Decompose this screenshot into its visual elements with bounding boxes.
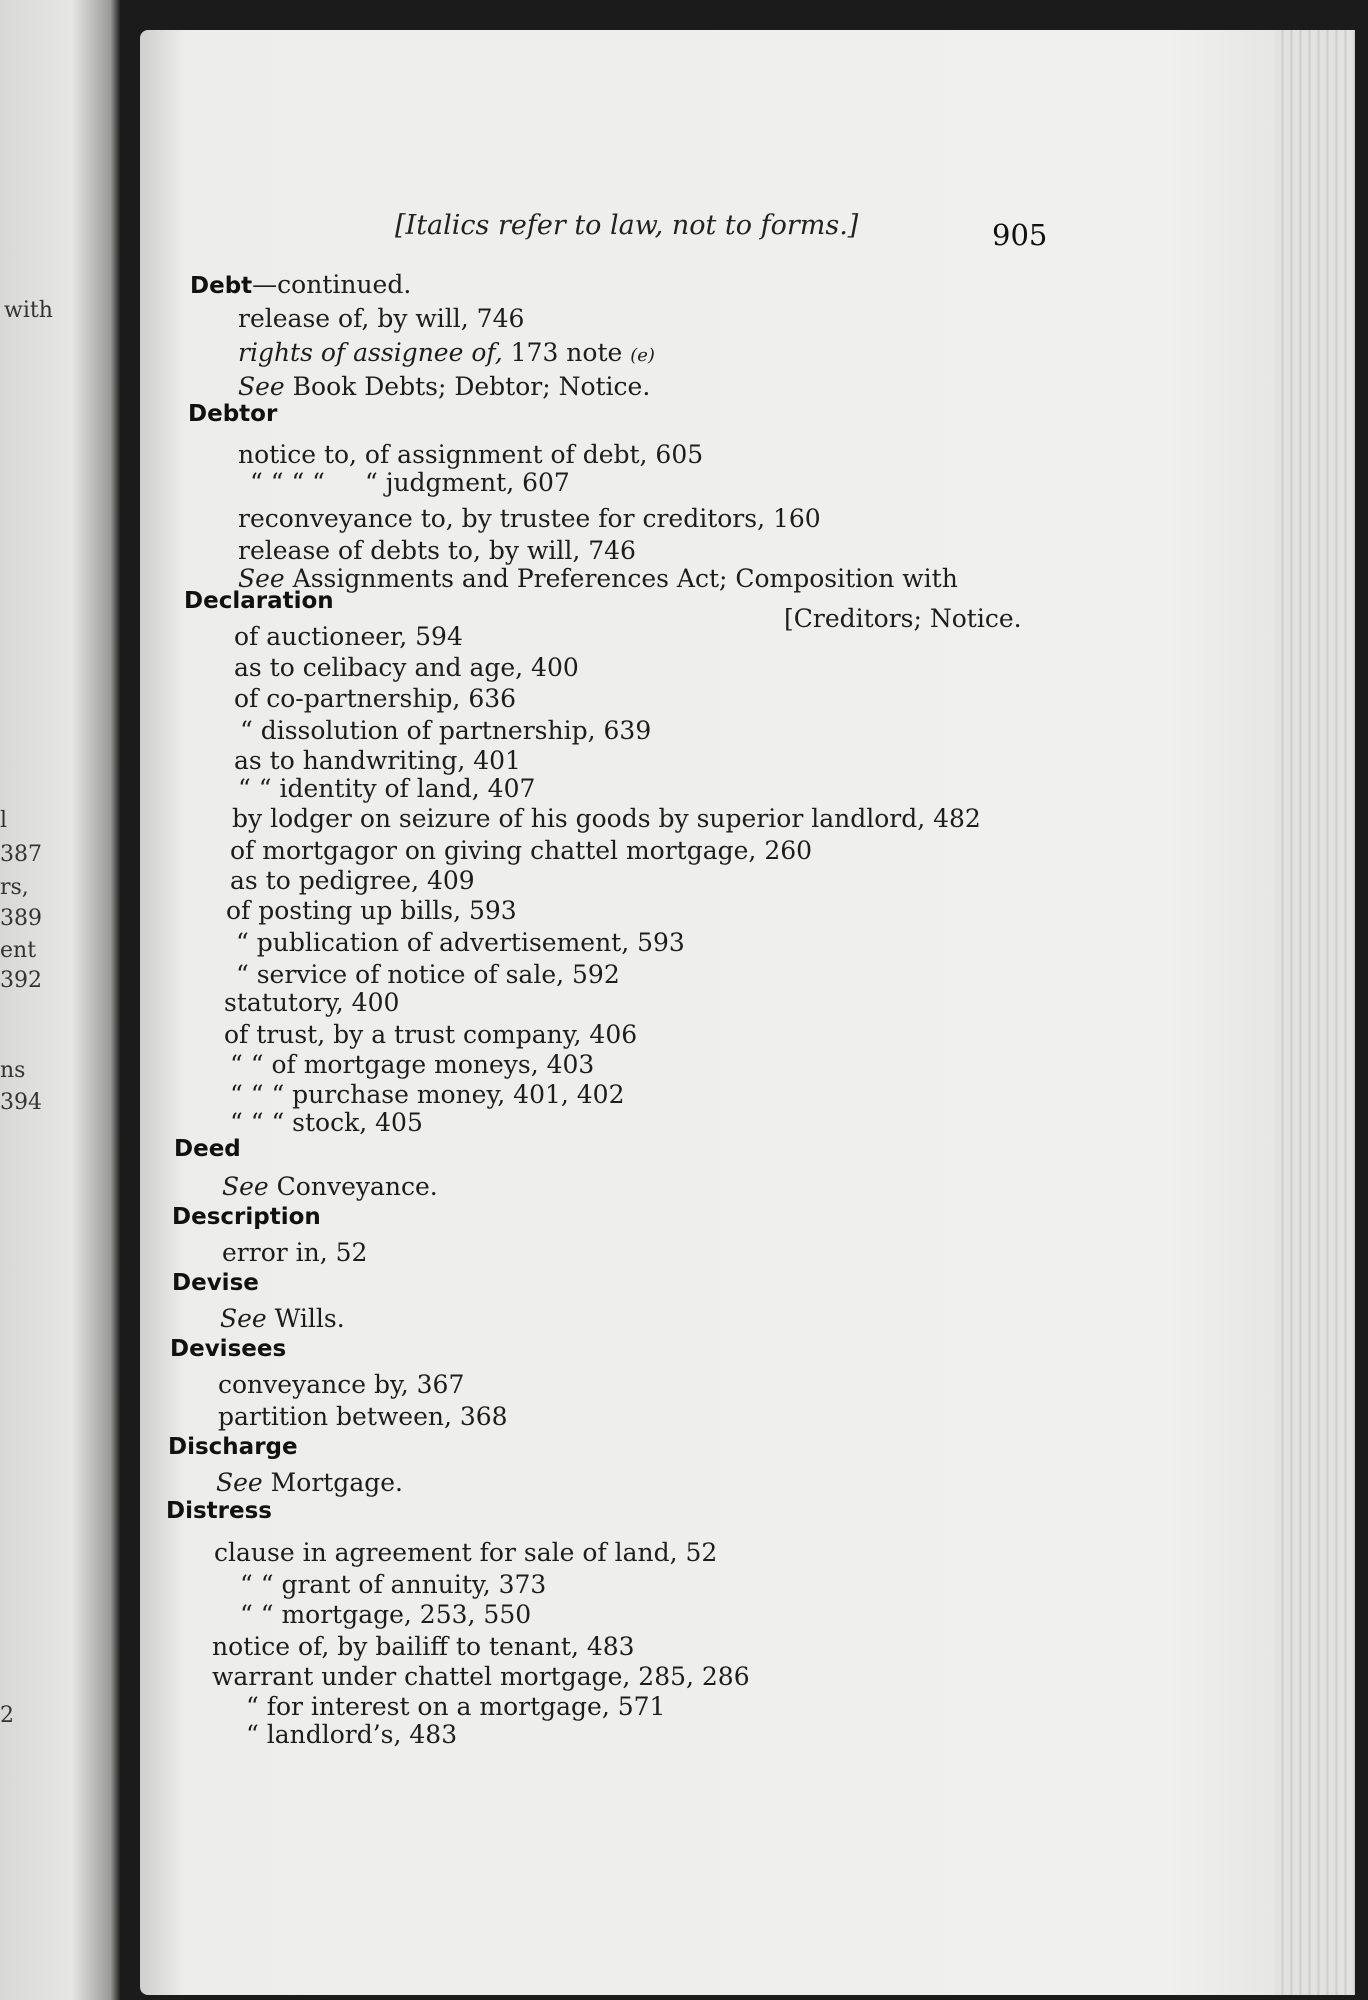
page-edges [1275, 30, 1355, 1995]
left-fragment: rs, [0, 875, 29, 900]
subentry: “ “ grant of annuity, 373 [240, 1570, 547, 1599]
left-fragment: ns [0, 1058, 26, 1083]
subentry: partition between, 368 [218, 1402, 508, 1431]
left-fragment: 387 [0, 842, 42, 867]
left-fragment: 394 [0, 1090, 42, 1115]
left-fragment: 389 [0, 906, 42, 931]
page-number: 905 [992, 218, 1048, 252]
subentry: clause in agreement for sale of land, 52 [214, 1538, 718, 1567]
see-reference: See Book Debts; Debtor; Notice. [238, 372, 651, 401]
subentry: “ “ mortgage, 253, 550 [240, 1600, 532, 1629]
subentry: “ landlord’s, 483 [246, 1720, 458, 1749]
entry-distress-heading: Distress [166, 1498, 272, 1524]
subentry: “ for interest on a mortgage, 571 [246, 1692, 666, 1721]
subentry: of mortgagor on giving chattel mortgage, 260 [230, 836, 813, 865]
subentry: notice of, by bailiff to tenant, 483 [212, 1632, 635, 1661]
subentry: “ “ “ “ “ judgment, 607 [250, 468, 570, 497]
entry-devisees-heading: Devisees [170, 1336, 287, 1362]
subentry: error in, 52 [222, 1238, 368, 1267]
left-page-edge [0, 0, 120, 2000]
entry-declaration-heading: Declaration [184, 588, 334, 614]
subentry: of auctioneer, 594 [234, 622, 463, 651]
subentry: conveyance by, 367 [218, 1370, 465, 1399]
left-fragment: with [4, 298, 53, 323]
subentry: warrant under chattel mortgage, 285, 286 [212, 1662, 750, 1691]
subentry: reconveyance to, by trustee for creditors, 160 [238, 504, 821, 533]
subentry: of trust, by a trust company, 406 [224, 1020, 638, 1049]
see-reference: See Mortgage. [216, 1468, 403, 1497]
left-fragment: 392 [0, 968, 42, 993]
subentry: as to celibacy and age, 400 [234, 653, 579, 682]
entry-debtor-heading: Debtor [188, 401, 278, 427]
subentry: release of, by will, 746 [238, 304, 525, 333]
subentry: “ publication of advertisement, 593 [236, 928, 685, 957]
page-header: [Italics refer to law, not to forms.] [395, 210, 859, 241]
see-reference: See Assignments and Preferences Act; Composition with [238, 564, 958, 593]
subentry: “ “ identity of land, 407 [238, 774, 536, 803]
subentry: by lodger on seizure of his goods by superior landlord, 482 [232, 804, 981, 833]
subentry: statutory, 400 [224, 988, 400, 1017]
see-reference: See Wills. [220, 1304, 345, 1333]
entry-discharge-heading: Discharge [168, 1434, 298, 1460]
subentry: of co-partnership, 636 [234, 684, 517, 713]
entry-deed-heading: Deed [174, 1136, 241, 1162]
entry-description-heading: Description [172, 1204, 321, 1230]
left-fragment: 2 [0, 1703, 14, 1728]
subentry: release of debts to, by will, 746 [238, 536, 636, 565]
subentry: rights of assignee of, 173 note (e) [238, 338, 655, 367]
subentry: notice to, of assignment of debt, 605 [238, 440, 704, 469]
subentry: “ “ of mortgage moneys, 403 [230, 1050, 595, 1079]
subentry: “ “ “ stock, 405 [230, 1108, 423, 1137]
see-reference-continuation: [Creditors; Notice. [784, 604, 1022, 633]
subentry: as to handwriting, 401 [234, 746, 521, 775]
entry-devise-heading: Devise [172, 1270, 259, 1296]
subentry: “ service of notice of sale, 592 [236, 960, 620, 989]
left-fragment: l [0, 808, 8, 833]
subentry: as to pedigree, 409 [230, 866, 475, 895]
subentry: of posting up bills, 593 [226, 896, 517, 925]
subentry: “ dissolution of partnership, 639 [240, 716, 652, 745]
left-fragment: ent [0, 938, 37, 963]
subentry: “ “ “ purchase money, 401, 402 [230, 1080, 625, 1109]
entry-debt-heading: Debt—continued. [190, 270, 412, 299]
see-reference: See Conveyance. [222, 1172, 438, 1201]
